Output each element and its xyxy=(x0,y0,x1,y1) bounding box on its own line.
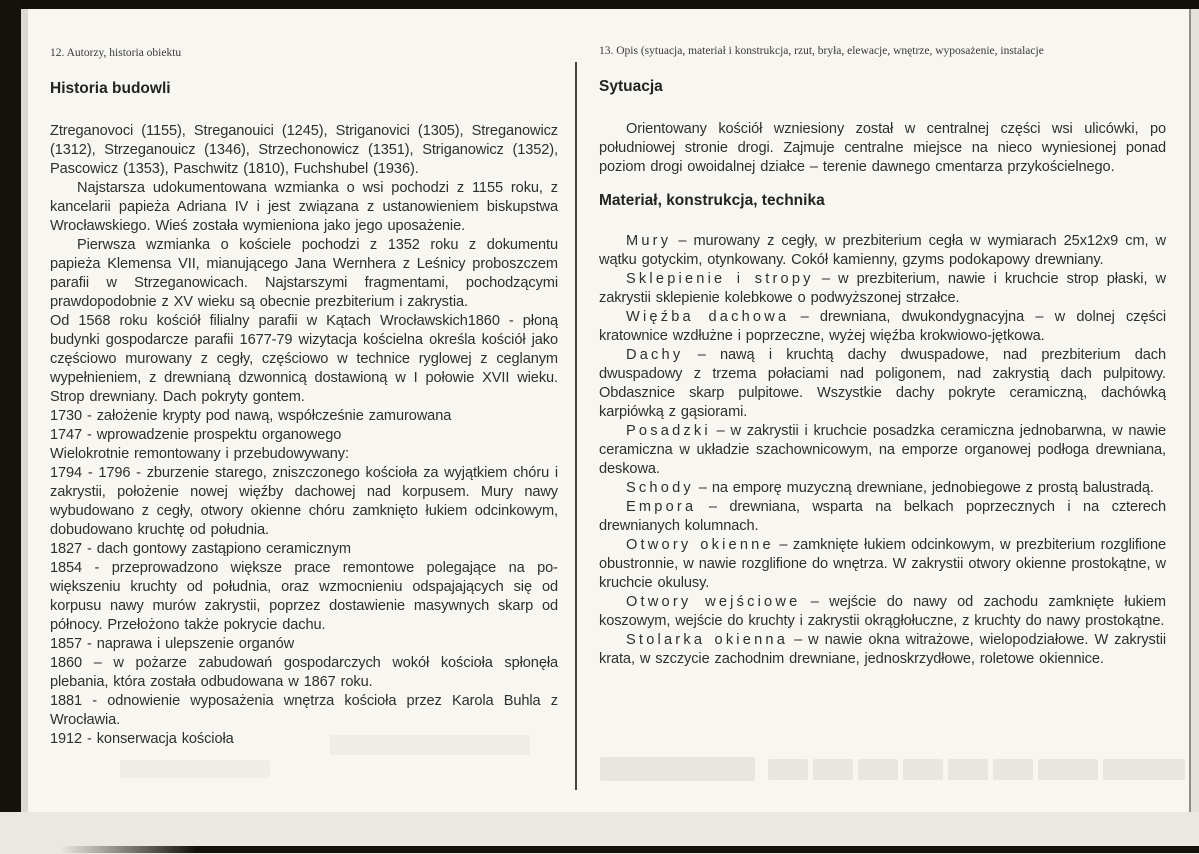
section-title-sytuacja: Sytuacja xyxy=(599,78,663,95)
entry-term: Schody xyxy=(626,480,694,496)
paragraph xyxy=(599,308,1166,346)
entry-text: – zamknięte łukiem odcinkowym, w prezbiterium rozglifione obustronnie, w nawie rozglifione do wnętrza. W zakrystii otwory okienne prostokątne, w kruchcie okulusy. xyxy=(599,537,1166,591)
paragraph xyxy=(599,479,1166,498)
entry-term: Otwory okienne xyxy=(626,537,774,553)
paragraph: 1747 - wprowadzenie prospektu organowego xyxy=(50,427,342,443)
ghost-artifact xyxy=(858,759,898,780)
left-page-title: Historia budowli xyxy=(50,80,171,97)
entry-term: Więźba dachowa xyxy=(626,309,790,325)
paragraph: Pierwsza wzmianka o kościele pochodzi z 1352 roku z dokumentu papieża Klemensa VII, mianującego Jana Wernhera z Leśnicy proboszczem parafii w Strzeganowicach. Najstarszymi fragmentami, pochodzącymi prawdopodobnie z XV wieku są obecnie prezbiterium i zakrystia. xyxy=(50,237,558,310)
paragraph: 1912 - konserwacja kościoła xyxy=(50,731,234,747)
ghost-artifact xyxy=(813,759,853,780)
ghost-artifact xyxy=(120,760,270,778)
entry-text: – drewniana, dwukondygnacyjna – w dolnej części kratownice wzdłużne i poprzeczne, wyżej więźba krokwiowo-jętkowa. xyxy=(599,309,1166,344)
entry-text: – na emporę muzyczną drewniane, jednobiegowe z prostą balustradą. xyxy=(693,480,1154,496)
paragraph: 1730 - założenie krypty pod nawą, współcześnie zamurowana xyxy=(50,408,452,424)
paragraph: Orientowany kościół wzniesiony został w centralnej części wsi ulicówki, po południowej stronie drogi. Zajmuje centralne miejsce na nieco wyniesionej ponad poziom drogi owoidalnej działce – terenie dawnego cmentarza przykościelnego. xyxy=(599,121,1166,175)
paragraph xyxy=(599,536,1166,593)
page-divider-line xyxy=(575,62,577,790)
ghost-artifact xyxy=(1103,759,1185,780)
ghost-artifact xyxy=(600,757,755,781)
paragraph: 1854 - przeprowadzono większe prace remontowe polegające na powiększeniu kruchty od południa, oraz wzmocnieniu odspajających się od korpusu nawy murów zakrystii, poprzez dostawienie masywnych skarp od północy. Przełożono także pokrycie dachu. xyxy=(50,560,558,633)
right-page-body xyxy=(599,120,1166,177)
scan-margin-right xyxy=(1191,9,1199,812)
left-page-body xyxy=(50,122,558,749)
entry-term: Otwory wejściowe xyxy=(626,594,801,610)
paragraph xyxy=(599,422,1166,479)
paragraph xyxy=(599,346,1166,422)
entry-text: – w prezbiterium, nawie i kruchcie strop płaski, w zakrystii sklepienie kolebkowe o podwyższonej strzałce. xyxy=(599,271,1166,306)
entry-term: Posadzki xyxy=(626,423,711,439)
entry-text: – nawą i kruchtą dachy dwuspadowe, nad prezbiterium dach dwuspadowy z trzema połaciami nad poligonem, nad zakrystią dach pulpitowy. Obdasznice skarp pulpitowe. Wszystkie dachy pokryte ceramiczną, dachówką karpiówką z gąsiorami. xyxy=(599,347,1166,420)
entry-text: – w nawie okna witrażowe, wielopodziałowe. W zakrystii krata, w szczycie zachodnim drewniane, jednoskrzydłowe, roletowe okiennice. xyxy=(599,632,1166,667)
entry-text: – murowany z cegły, w prezbiterium cegła w wymiarach 25x12x9 cm, w wątku gotyckim, otynkowany. Cokół kamienny, gzyms podokapowy drewniany. xyxy=(599,233,1166,268)
scan-edge-left xyxy=(0,0,21,812)
scan-edge-bottom xyxy=(60,846,1199,853)
ghost-artifact xyxy=(948,759,988,780)
paragraph: 1794 - 1796 - zburzenie starego, zniszczonego kościoła za wyjątkiem chóru i zakrystii, położenie nowej więźby dachowej nad korpusem. Mury nawy wybudowano z cegły, otwory okienne chóru zamknięto łukiem odcinkowym, dobudowano kruchtę od południa. xyxy=(50,465,558,538)
left-page xyxy=(50,46,558,749)
right-page-header: 13. Opis (sytuacja, materiał i konstrukcja, rzut, bryła, elewacje, wnętrze, wyposażenie, instalacje xyxy=(599,45,1044,57)
entry-term: Stolarka okienna xyxy=(626,632,789,648)
paragraph: Ztreganovoci (1155), Streganouici (1245), Striganovici (1305), Streganowicz (1312), Strzeganouicz (1346), Strzechonowicz (1351), Striganowicz (1352), Pascowicz (1353), Paschwitz (1810), Fuchshubel (1936). xyxy=(50,123,558,177)
paragraph: Wielokrotnie remontowany i przebudowywany: xyxy=(50,446,349,462)
entry-term: Sklepienie i stropy xyxy=(626,271,814,287)
right-page-body-material xyxy=(599,232,1166,669)
entry-text: – wejście do nawy od zachodu zamknięte łukiem koszowym, wejście do kruchty i zakrystii okrągłołuczne, z kruchty do nawy prostokątne. xyxy=(599,594,1166,629)
ghost-artifact xyxy=(768,759,808,780)
right-page xyxy=(599,44,1166,669)
section-title-material: Materiał, konstrukcja, technika xyxy=(599,192,825,209)
paragraph xyxy=(599,270,1166,308)
ghost-artifact xyxy=(993,759,1033,780)
paragraph: 1860 – w pożarze zabudowań gospodarczych wokół kościoła spłonęła plebania, która została odbudowana w 1867 roku. xyxy=(50,655,558,690)
entry-text: – w zakrystii i kruchcie posadzka ceramiczna jednobarwna, w nawie ceramiczna w układzie szachownicowym, na emporze organowej podłoga drewniana, deskowa. xyxy=(599,423,1166,477)
ghost-artifact xyxy=(903,759,943,780)
ghost-artifact xyxy=(1038,759,1098,780)
paragraph xyxy=(599,631,1166,669)
entry-text: – drewniana, wsparta na belkach poprzecznych i na czterech drewnianych kolumnach. xyxy=(599,499,1166,534)
paragraph: 1881 - odnowienie wyposażenia wnętrza kościoła przez Karola Buhla z Wrocławia. xyxy=(50,693,558,728)
paragraph: 1857 - naprawa i ulepszenie organów xyxy=(50,636,295,652)
left-page-header: 12. Autorzy, historia obiektu xyxy=(50,47,182,59)
page-edge-shadow-left xyxy=(21,9,28,812)
paragraph xyxy=(599,498,1166,536)
paragraph xyxy=(599,232,1166,270)
entry-term: Dachy xyxy=(626,347,684,363)
paragraph: 1827 - dach gontowy zastąpiono ceramicznym xyxy=(50,541,351,557)
paragraph xyxy=(599,593,1166,631)
entry-term: Empora xyxy=(626,499,697,515)
entry-term: Mury xyxy=(626,233,672,249)
scan-edge-top xyxy=(0,0,1199,9)
paragraph: Od 1568 roku kościół filialny parafii w Kątach Wrocławskich1860 - płoną budynki gospodarcze parafii 1677-79 wizytacja kościelna określa kościół jako częściowo murowany z cegły, częściowo w technice ryglowej z ceglanym wypełnieniem, z drewnianą dzwonnicą dostawioną w I połowie XVII wieku. Strop drewniany. Dach pokryty gontem. xyxy=(50,313,558,405)
paragraph: Najstarsza udokumentowana wzmianka o wsi pochodzi z 1155 roku, z kancelarii papieża Adriana IV i jest związana z ustanowieniem biskupstwa Wrocławskiego. Wieś została wymieniona jako jego uposażenie. xyxy=(50,180,558,234)
